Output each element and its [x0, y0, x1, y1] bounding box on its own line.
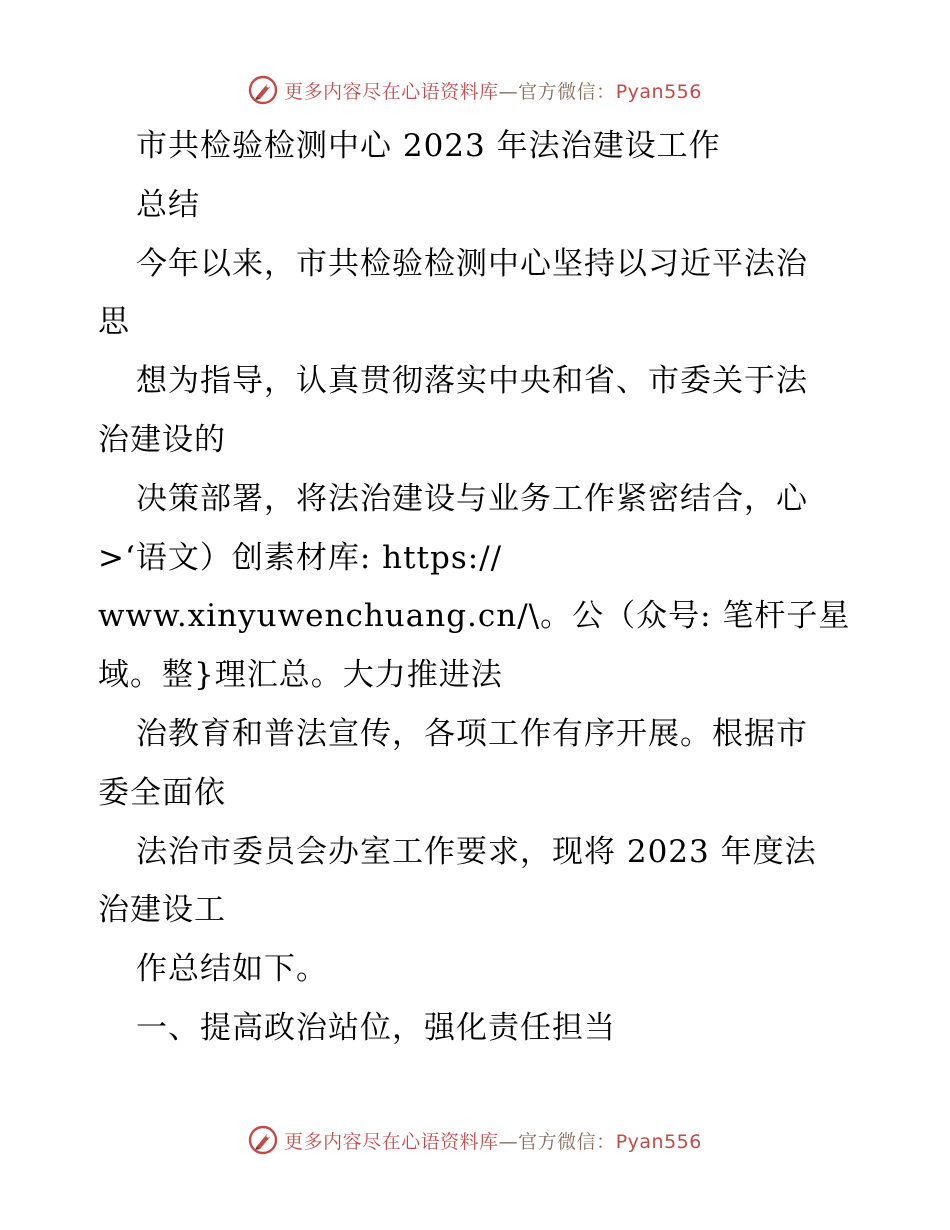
doc-line: 治教育和普法宣传，各项工作有序开展。根据市 [136, 715, 808, 752]
banner-slogan: 更多内容尽在心语资料库 [284, 80, 499, 103]
banner-text [284, 77, 702, 104]
doc-title-line-1: 市共检验检测中心 2023 年法治建设工作 [136, 128, 721, 164]
doc-line: 委全面依 [98, 774, 226, 811]
banner-contact-label: 官方微信： [518, 1130, 616, 1153]
doc-line: 决策部署，将法治建设与业务工作紧密结合，心 [136, 480, 808, 517]
document-body [98, 117, 858, 1058]
doc-line: 想为指导，认真贯彻落实中央和省、市委关于法 [136, 363, 808, 400]
banner-contact-id: Pyan556 [615, 80, 702, 103]
doc-line: 思 [98, 304, 130, 341]
doc-line: 域。整}理汇总。大力推进法 [98, 657, 503, 694]
banner-contact-id: Pyan556 [615, 1130, 702, 1153]
doc-line: >‘语文）创素材库: https:// [98, 539, 503, 576]
section-heading: 一、提高政治站位，强化责任担当 [136, 1009, 616, 1046]
banner-text [284, 1127, 702, 1154]
banner-contact-label: 官方微信： [518, 80, 616, 103]
doc-line: 治建设工 [98, 892, 226, 929]
doc-line: 治建设的 [98, 421, 226, 458]
banner-slogan: 更多内容尽在心语资料库 [284, 1130, 499, 1153]
doc-line: www.xinyuwenchuang.cn/\。公（众号: 笔杆子星 [98, 598, 851, 635]
doc-line: 今年以来，市共检验检测中心坚持以习近平法治 [136, 245, 808, 282]
header-banner [0, 70, 950, 110]
banner-dash: — [498, 80, 519, 103]
banner-dash: — [498, 1130, 519, 1153]
doc-line: 作总结如下。 [136, 951, 328, 988]
pen-nib-logo-icon [248, 75, 278, 105]
doc-title-line-2: 总结 [136, 186, 200, 223]
footer-banner [0, 1120, 950, 1160]
pen-nib-logo-icon [248, 1125, 278, 1155]
doc-line: 法治市委员会办室工作要求，现将 2023 年度法 [136, 833, 817, 870]
